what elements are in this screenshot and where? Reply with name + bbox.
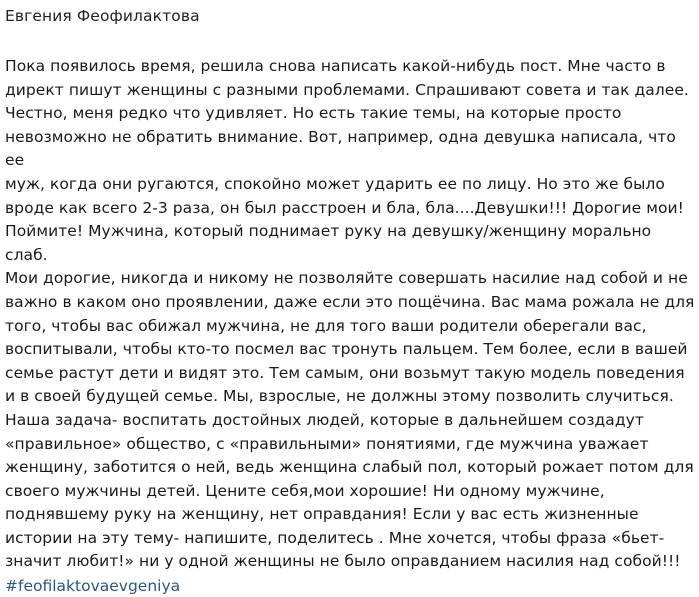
post-body-text: Пока появилось время, решила снова написать какой-нибудь пост. Мне часто в директ пишут женщины с разными проблемами. Спрашивают совета и так далее. Честно, меня редко что удивляет. Но есть такие темы, на которые просто невозможно не обратить внимание. Вот, например, одна девушка написала, что ее муж, когда они ругаются, спокойно может ударить ее по лицу. Но это же было вроде как всего 2-3 раза, он был расстроен и бла, бла....Девушки!!! Дорогие мои! Поймите! Мужчина, который поднимает руку на девушку/женщину морально слаб. Мои дорогие, никогда и никому не позволяйте совершать насилие над собой и не важно в каком оно проявлении, даже если это пощёчина. Вас мама рожала не для того, чтобы вас обижал мужчина, не для того ваши родители оберегали вас, воспитывали, чтобы кто-то посмел вас тронуть пальцем. Тем более, если в вашей семье растут дети и видят это. Тем самым, они возьмут такую модель поведения и в своей будущей семье. Мы, взрослые, не должны этому позволить случиться. Наша задача- воспитать достойных людей, которые в дальнейшем создадут «правильное» общество, с «правильными» понятиями, где мужчина уважает женщину, заботится о ней, ведь женщина слабый пол, который рожает потом для своего мужчины детей. Цените себя,мои хорошие! Ни одному мужчине, поднявшему руку на женщину, нет оправдания! Если у вас есть жизненные истории на эту тему- напишите, поделитесь . Мне хочется, чтобы фраза «бьет- значит любит!» ни у одной женщины не было оправданием насилия над собой!!! [5, 57, 695, 571]
hashtag-link[interactable]: #feofilaktovaevgeniya [5, 577, 181, 596]
post [5, 0, 695, 597]
post-author: Евгения Феофилактова [5, 7, 200, 25]
